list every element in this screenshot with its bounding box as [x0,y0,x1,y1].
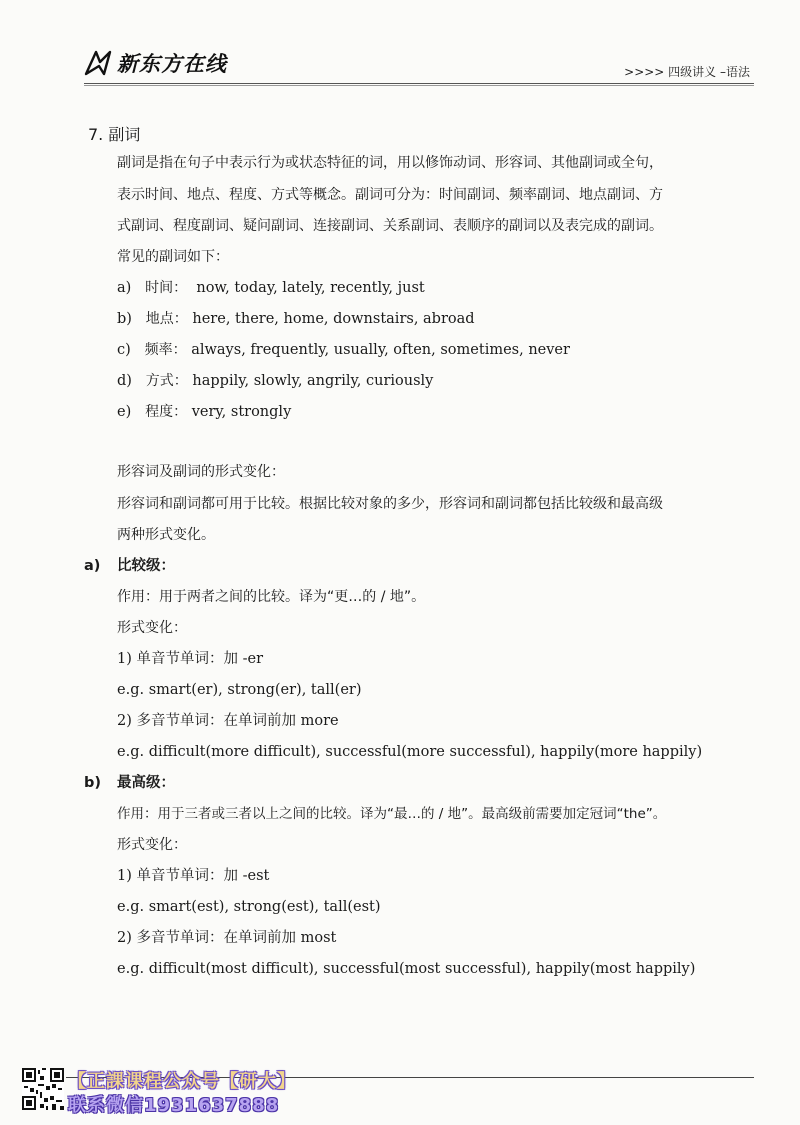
list-text: happily, slowly, angrily, curiously [192,373,434,389]
list-marker: e) [117,404,132,420]
list-marker: c) [117,342,131,358]
superlative-marker: b) [84,775,102,791]
qr-code-icon [22,1068,64,1110]
brand-mark-icon [84,48,114,78]
list-text: now, today, lately, recently, just [196,280,425,296]
superlative-change-label: 形式变化： [117,837,187,853]
forms-intro-line-2: 两种形式变化。 [117,527,215,543]
superlative-example-1: e.g. smart(est), strong(est), tall(est) [117,899,381,915]
list-text: here, there, home, downstairs, abroad [192,311,475,327]
list-text: very, strongly [191,404,292,420]
list-item [117,278,425,298]
superlative-usage: 作用：用于三者或三者以上之间的比较。译为“最…的 / 地”。最高级前需要加定冠词“the”。 [117,806,667,822]
forms-heading: 形容词及副词的形式变化： [117,464,285,480]
list-text: always, frequently, usually, often, sometimes, never [191,342,570,358]
list-label: 地点： [145,311,188,327]
superlative-rule-2: 2) 多音节单词：在单词前加 most [117,930,337,946]
forms-intro-line-1: 形容词和副词都可用于比较。根据比较对象的多少，形容词和副词都包括比较级和最高级 [117,496,663,512]
list-item [117,340,570,360]
brand-logo [84,46,227,80]
comparative-title: 比较级： [117,558,175,574]
list-item [117,309,475,329]
comparative-marker: a) [84,558,101,574]
comparative-rule-2: 2) 多音节单词：在单词前加 more [117,713,339,729]
list-item [117,402,291,422]
list-marker: d) [117,373,132,389]
comparative-usage: 作用：用于两者之间的比较。译为“更…的 / 地”。 [117,589,426,605]
header-divider-secondary [84,85,754,86]
comparative-change-label: 形式变化： [117,620,187,636]
comparative-example-2: e.g. difficult(more difficult), successful(more successful), happily(more happily) [117,744,703,760]
list-marker: a) [117,280,132,296]
header-breadcrumb: >>>> 四级讲义 –语法 [624,65,750,79]
list-item [117,371,433,391]
list-marker: b) [117,311,132,327]
intro-line-4: 常见的副词如下： [117,249,229,265]
list-label: 程度： [145,404,188,420]
section-title: 7. 副词 [88,125,141,144]
intro-line-3: 式副词、程度副词、疑问副词、连接副词、关系副词、表顺序的副词以及表完成的副词。 [117,218,663,234]
brand-name: 新东方在线 [117,52,227,76]
superlative-rule-1: 1) 单音节单词：加 -est [117,868,270,884]
superlative-example-2: e.g. difficult(most difficult), successful(most successful), happily(most happily) [117,961,696,977]
list-label: 频率： [144,342,187,358]
intro-line-1: 副词是指在句子中表示行为或状态特征的词，用以修饰动词、形容词、其他副词或全句， [117,155,663,171]
list-label: 时间： [145,280,188,296]
superlative-title: 最高级： [117,775,175,791]
list-label: 方式： [145,373,188,389]
promo-banner-line-1: 【正課课程公众号【研大】 [68,1071,296,1092]
comparative-example-1: e.g. smart(er), strong(er), tall(er) [117,682,362,698]
comparative-rule-1: 1) 单音节单词：加 -er [117,651,264,667]
intro-line-2: 表示时间、地点、程度、方式等概念。副词可分为：时间副词、频率副词、地点副词、方 [117,187,663,203]
header-divider [84,83,754,84]
promo-banner-line-2: 联系微信1931637888 [68,1095,280,1116]
